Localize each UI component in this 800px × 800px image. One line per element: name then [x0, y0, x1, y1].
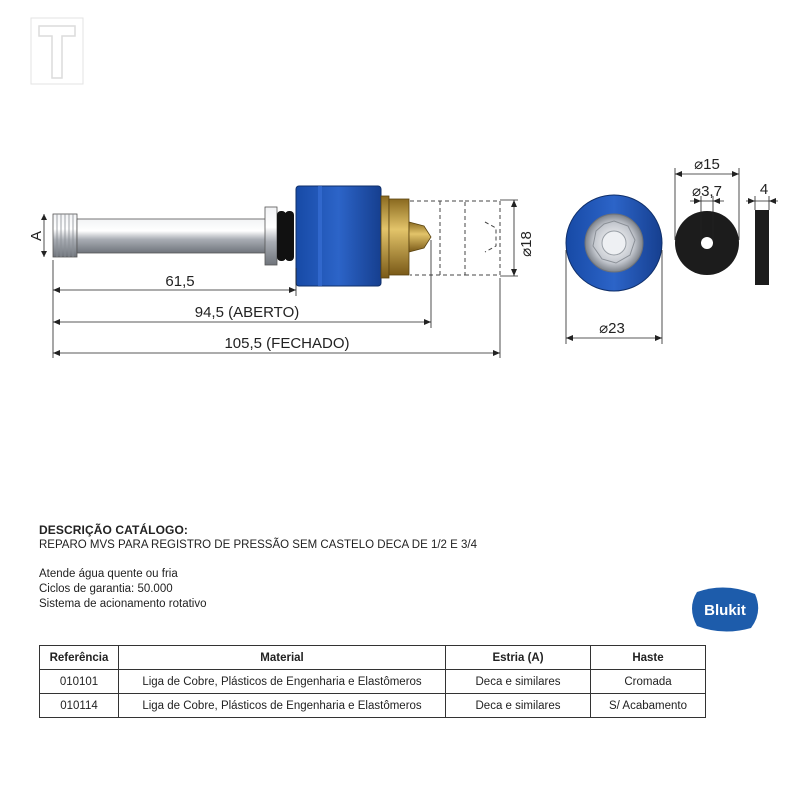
blukit-logo-icon	[689, 584, 761, 634]
spline-shank	[53, 214, 77, 257]
blue-body	[296, 186, 381, 286]
dimension-61-5-label: 61,5	[165, 273, 195, 290]
description-subtitle: REPARO MVS PARA REGISTRO DE PRESSÃO SEM CASTELO DECA DE 1/2 E 3/4	[39, 539, 477, 551]
cell-material: Liga de Cobre, Plásticos de Engenharia e Elastômeros	[119, 694, 446, 718]
corner-logo-icon	[31, 18, 83, 84]
feature-line: Atende água quente ou fria	[39, 568, 178, 580]
cell-referencia: 010114	[40, 694, 119, 718]
cell-haste: Cromada	[591, 670, 706, 694]
cell-haste: S/ Acabamento	[591, 694, 706, 718]
washer-front-view	[675, 211, 739, 275]
dimension-diameter-18	[500, 200, 518, 276]
catalog-description	[39, 523, 599, 612]
dimension-3-7-label: ⌀3,7	[692, 182, 722, 200]
dimension-4-label: 4	[759, 181, 769, 198]
stem-collar	[265, 207, 277, 265]
header-haste: Haste	[591, 646, 706, 670]
dimension-94-5-label: 94,5 (ABERTO)	[194, 304, 300, 321]
table-header-row	[40, 646, 706, 670]
dimension-a	[28, 214, 47, 257]
cell-referencia: 010101	[40, 670, 119, 694]
header-material: Material	[119, 646, 446, 670]
dimension-thickness-4	[746, 196, 778, 210]
feature-line: Ciclos de garantia: 50.000	[39, 583, 173, 595]
description-heading: DESCRIÇÃO CATÁLOGO:	[39, 523, 189, 537]
dimension-105-5-label: 105,5 (FECHADO)	[224, 335, 350, 352]
spec-table	[39, 645, 706, 718]
chrome-stem	[77, 219, 267, 253]
table-row	[40, 670, 706, 694]
o-ring	[285, 211, 294, 261]
cell-estria: Deca e similares	[446, 670, 591, 694]
table-row	[40, 694, 706, 718]
cell-estria: Deca e similares	[446, 694, 591, 718]
brass-ring	[381, 196, 389, 278]
feature-line: Sistema de acionamento rotativo	[39, 598, 207, 610]
dimension-18-label: ⌀18	[517, 231, 535, 257]
brass-body	[389, 199, 409, 275]
dimension-15-label: ⌀15	[694, 155, 720, 173]
header-referencia: Referência	[40, 646, 119, 670]
cell-material: Liga de Cobre, Plásticos de Engenharia e Elastômeros	[119, 670, 446, 694]
end-view	[566, 195, 662, 291]
washer-side-view	[755, 210, 769, 285]
o-ring	[277, 211, 286, 261]
label-a: A	[28, 230, 45, 242]
header-estria: Estria (A)	[446, 646, 591, 670]
brass-nose	[409, 222, 431, 252]
dimension-23-label: ⌀23	[599, 319, 625, 337]
logo-text: Blukit	[704, 602, 746, 619]
